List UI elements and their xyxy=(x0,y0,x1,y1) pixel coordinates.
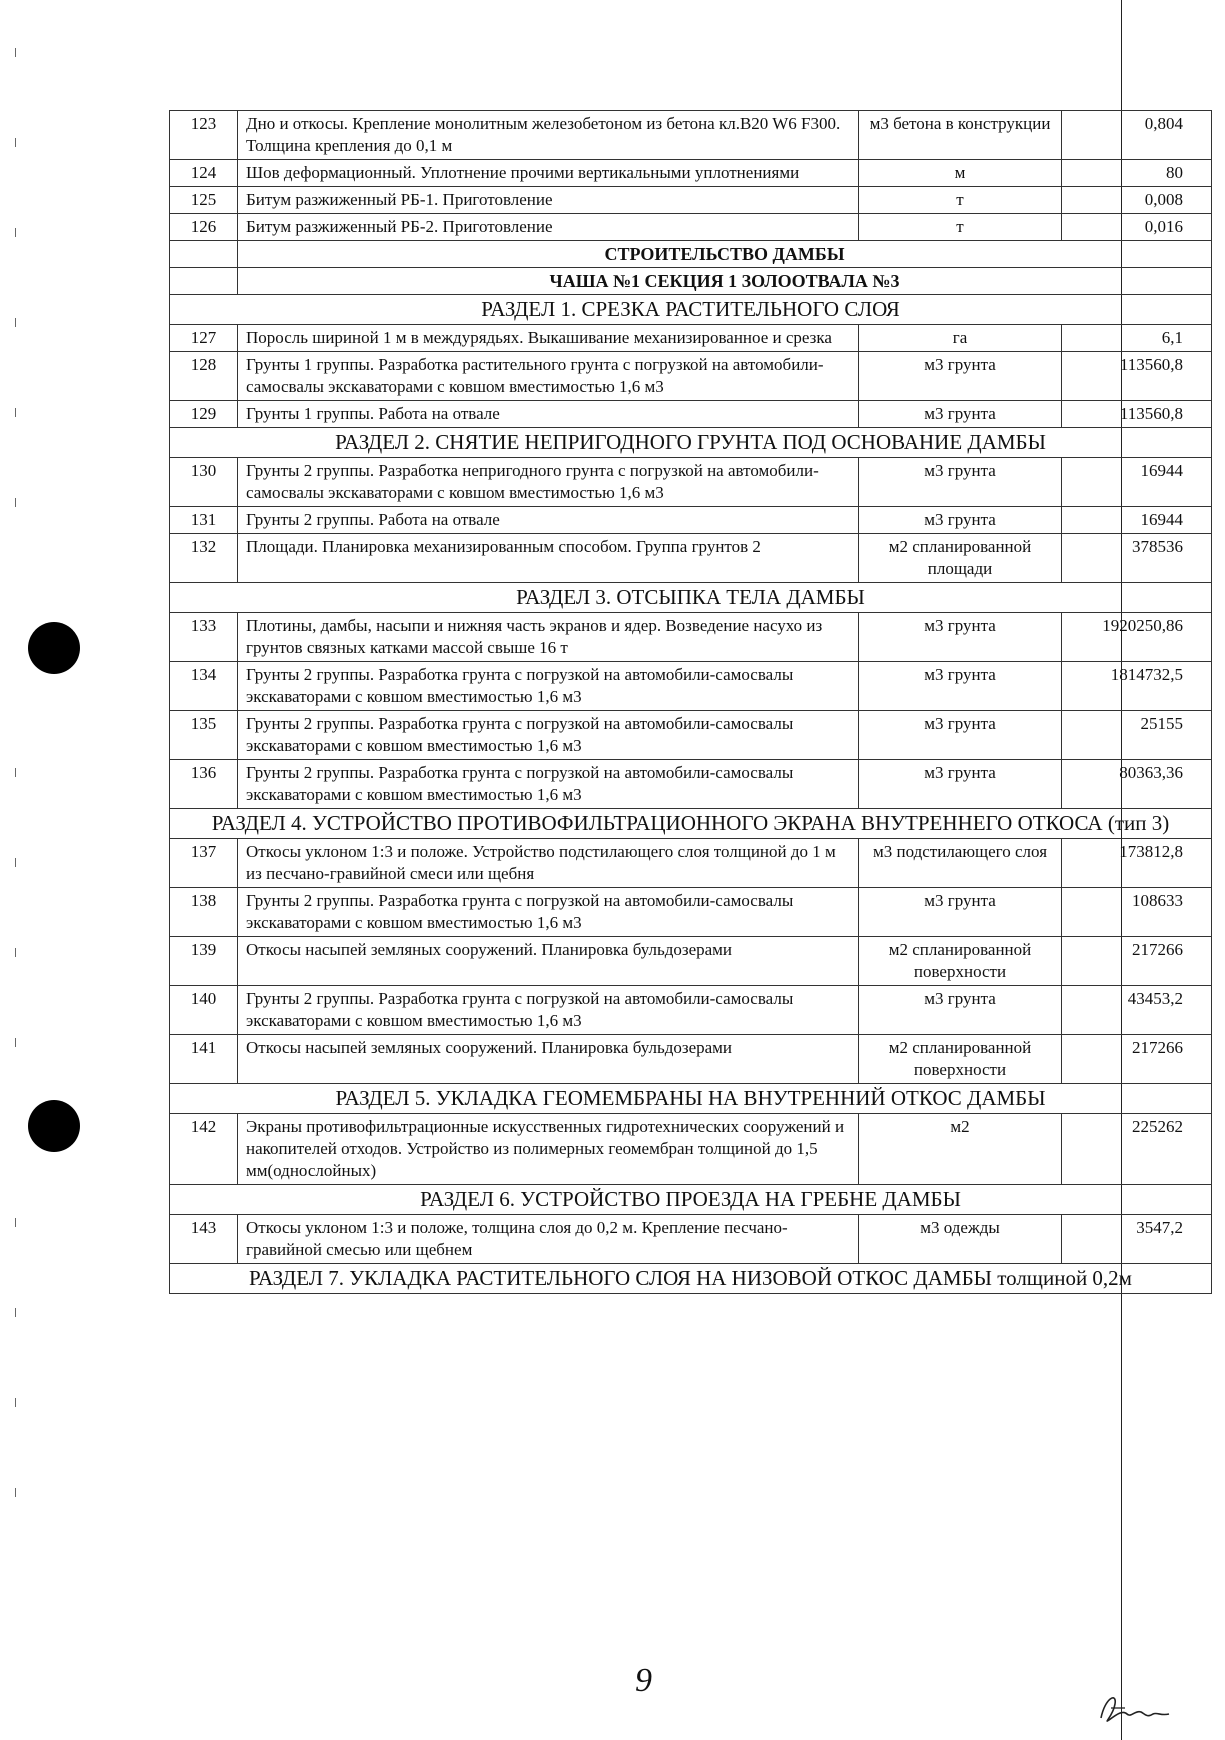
row-number: 126 xyxy=(170,214,238,241)
quantity: 0,008 xyxy=(1062,187,1212,214)
heading-dam-construction: СТРОИТЕЛЬСТВО ДАМБЫ xyxy=(238,241,1212,268)
measure-unit: м3 грунта xyxy=(859,458,1062,507)
section-1-title: РАЗДЕЛ 1. СРЕЗКА РАСТИТЕЛЬНОГО СЛОЯ xyxy=(170,295,1212,325)
measure-unit: м3 бетона в конструкции xyxy=(859,111,1062,160)
section-5-rows xyxy=(170,1114,1212,1185)
quantity: 217266 xyxy=(1062,937,1212,986)
section-header-row xyxy=(170,295,1212,325)
quantity: 378536 xyxy=(1062,534,1212,583)
table-row xyxy=(170,839,1212,888)
quantity: 1814732,5 xyxy=(1062,662,1212,711)
section-3-group xyxy=(170,583,1212,613)
quantity: 3547,2 xyxy=(1062,1215,1212,1264)
quantity: 113560,8 xyxy=(1062,352,1212,401)
row-number: 139 xyxy=(170,937,238,986)
work-description: Экраны противофильтрационные искусственных гидротехнических сооружений и накопителей отходов. Устройство из полимерных геомембран толщиной до 1,5 мм(однослойных) xyxy=(238,1114,859,1185)
measure-unit: м3 грунта xyxy=(859,760,1062,809)
section-header-row xyxy=(170,809,1212,839)
table-row xyxy=(170,760,1212,809)
row-number: 143 xyxy=(170,1215,238,1264)
row-number: 136 xyxy=(170,760,238,809)
quantity: 1920250,86 xyxy=(1062,613,1212,662)
section-header-row xyxy=(170,1185,1212,1215)
section-1-group xyxy=(170,295,1212,325)
work-description: Дно и откосы. Крепление монолитным железобетоном из бетона кл.B20 W6 F300. Толщина крепления до 0,1 м xyxy=(238,111,859,160)
quantity: 80 xyxy=(1062,160,1212,187)
work-description: Грунты 1 группы. Работа на отвале xyxy=(238,401,859,428)
punch-hole-mark-upper xyxy=(28,622,80,674)
work-description: Грунты 2 группы. Разработка грунта с погрузкой на автомобили-самосвалы экскаваторами с ковшом вместимостью 1,6 м3 xyxy=(238,986,859,1035)
table-row xyxy=(170,1035,1212,1084)
section-3-rows xyxy=(170,613,1212,809)
row-number: 132 xyxy=(170,534,238,583)
section-7-group xyxy=(170,1264,1212,1294)
work-description: Грунты 2 группы. Разработка грунта с погрузкой на автомобили-самосвалы экскаваторами с ковшом вместимостью 1,6 м3 xyxy=(238,760,859,809)
quantity: 43453,2 xyxy=(1062,986,1212,1035)
row-number: 141 xyxy=(170,1035,238,1084)
estimate-table xyxy=(169,110,1212,1294)
quantity: 0,804 xyxy=(1062,111,1212,160)
work-description: Откосы уклоном 1:3 и положе. Устройство подстилающего слоя толщиной до 1 м из песчано-гравийной смеси или щебня xyxy=(238,839,859,888)
section-header-row xyxy=(170,1084,1212,1114)
section-6-group xyxy=(170,1185,1212,1215)
measure-unit: т xyxy=(859,214,1062,241)
quantity: 25155 xyxy=(1062,711,1212,760)
row-number: 142 xyxy=(170,1114,238,1185)
table-row xyxy=(170,613,1212,662)
work-description: Битум разжиженный РБ-2. Приготовление xyxy=(238,214,859,241)
work-description: Грунты 2 группы. Работа на отвале xyxy=(238,507,859,534)
work-description: Грунты 2 группы. Разработка грунта с погрузкой на автомобили-самосвалы экскаваторами с ковшом вместимостью 1,6 м3 xyxy=(238,711,859,760)
handwritten-signature xyxy=(1095,1688,1175,1728)
section-4-group xyxy=(170,809,1212,839)
quantity: 113560,8 xyxy=(1062,401,1212,428)
table-row xyxy=(170,662,1212,711)
row-number: 127 xyxy=(170,325,238,352)
heading-row xyxy=(170,241,1212,268)
quantity: 108633 xyxy=(1062,888,1212,937)
work-description: Грунты 2 группы. Разработка грунта с погрузкой на автомобили-самосвалы экскаваторами с ковшом вместимостью 1,6 м3 xyxy=(238,662,859,711)
table-row xyxy=(170,214,1212,241)
section-2-group xyxy=(170,428,1212,458)
row-number: 131 xyxy=(170,507,238,534)
measure-unit: м3 грунта xyxy=(859,662,1062,711)
row-number: 130 xyxy=(170,458,238,507)
estimate-document xyxy=(169,110,1211,1294)
table-row xyxy=(170,711,1212,760)
row-number: 129 xyxy=(170,401,238,428)
row-number: 140 xyxy=(170,986,238,1035)
work-description: Шов деформационный. Уплотнение прочими вертикальными уплотнениями xyxy=(238,160,859,187)
section-header-row xyxy=(170,583,1212,613)
table-group-continued xyxy=(170,111,1212,241)
section-4-title: РАЗДЕЛ 4. УСТРОЙСТВО ПРОТИВОФИЛЬТРАЦИОННОГО ЭКРАНА ВНУТРЕННЕГО ОТКОСА (тип 3) xyxy=(170,809,1212,839)
table-row xyxy=(170,534,1212,583)
section-7-title: РАЗДЕЛ 7. УКЛАДКА РАСТИТЕЛЬНОГО СЛОЯ НА НИЗОВОЙ ОТКОС ДАМБЫ толщиной 0,2м xyxy=(170,1264,1212,1294)
section-5-group xyxy=(170,1084,1212,1114)
table-row xyxy=(170,352,1212,401)
quantity: 16944 xyxy=(1062,458,1212,507)
row-number: 138 xyxy=(170,888,238,937)
section-6-title: РАЗДЕЛ 6. УСТРОЙСТВО ПРОЕЗДА НА ГРЕБНЕ ДАМБЫ xyxy=(170,1185,1212,1215)
section-2-rows xyxy=(170,458,1212,583)
section-header-row xyxy=(170,1264,1212,1294)
measure-unit: м2 xyxy=(859,1114,1062,1185)
table-row xyxy=(170,401,1212,428)
row-number: 128 xyxy=(170,352,238,401)
table-row xyxy=(170,160,1212,187)
measure-unit: м xyxy=(859,160,1062,187)
quantity: 225262 xyxy=(1062,1114,1212,1185)
measure-unit: м3 грунта xyxy=(859,986,1062,1035)
heading-row xyxy=(170,268,1212,295)
work-description: Площади. Планировка механизированным способом. Группа грунтов 2 xyxy=(238,534,859,583)
measure-unit: м3 грунта xyxy=(859,888,1062,937)
table-row xyxy=(170,187,1212,214)
table-row xyxy=(170,937,1212,986)
measure-unit: м3 грунта xyxy=(859,401,1062,428)
work-description: Откосы насыпей земляных сооружений. Планировка бульдозерами xyxy=(238,1035,859,1084)
quantity: 173812,8 xyxy=(1062,839,1212,888)
section-5-title: РАЗДЕЛ 5. УКЛАДКА ГЕОМЕМБРАНЫ НА ВНУТРЕННИЙ ОТКОС ДАМБЫ xyxy=(170,1084,1212,1114)
measure-unit: м3 грунта xyxy=(859,613,1062,662)
section-4-rows xyxy=(170,839,1212,1084)
measure-unit: м2 спланированной площади xyxy=(859,534,1062,583)
work-description: Грунты 2 группы. Разработка грунта с погрузкой на автомобили-самосвалы экскаваторами с ковшом вместимостью 1,6 м3 xyxy=(238,888,859,937)
measure-unit: м3 грунта xyxy=(859,507,1062,534)
row-number: 124 xyxy=(170,160,238,187)
quantity: 16944 xyxy=(1062,507,1212,534)
work-description: Грунты 2 группы. Разработка непригодного грунта с погрузкой на автомобили-самосвалы экскаваторами с ковшом вместимостью 1,6 м3 xyxy=(238,458,859,507)
table-row xyxy=(170,1114,1212,1185)
measure-unit: м3 подстилающего слоя xyxy=(859,839,1062,888)
table-row xyxy=(170,325,1212,352)
table-row xyxy=(170,888,1212,937)
work-description: Откосы насыпей земляных сооружений. Планировка бульдозерами xyxy=(238,937,859,986)
table-row xyxy=(170,458,1212,507)
row-number: 134 xyxy=(170,662,238,711)
punch-hole-mark-lower xyxy=(28,1100,80,1152)
table-heading-group xyxy=(170,241,1212,295)
table-row xyxy=(170,986,1212,1035)
measure-unit: м3 грунта xyxy=(859,711,1062,760)
row-number: 125 xyxy=(170,187,238,214)
row-number: 135 xyxy=(170,711,238,760)
work-description: Битум разжиженный РБ-1. Приготовление xyxy=(238,187,859,214)
quantity: 6,1 xyxy=(1062,325,1212,352)
row-number: 123 xyxy=(170,111,238,160)
work-description: Грунты 1 группы. Разработка растительного грунта с погрузкой на автомобили-самосвалы экскаваторами с ковшом вместимостью 1,6 м3 xyxy=(238,352,859,401)
heading-bowl-section: ЧАША №1 СЕКЦИЯ 1 ЗОЛООТВАЛА №3 xyxy=(238,268,1212,295)
measure-unit: т xyxy=(859,187,1062,214)
table-row xyxy=(170,111,1212,160)
page-number: 9 xyxy=(635,1662,652,1699)
section-1-rows xyxy=(170,325,1212,428)
table-row xyxy=(170,1215,1212,1264)
table-row xyxy=(170,507,1212,534)
section-2-title: РАЗДЕЛ 2. СНЯТИЕ НЕПРИГОДНОГО ГРУНТА ПОД ОСНОВАНИЕ ДАМБЫ xyxy=(170,428,1212,458)
quantity: 80363,36 xyxy=(1062,760,1212,809)
row-number: 137 xyxy=(170,839,238,888)
section-header-row xyxy=(170,428,1212,458)
quantity: 0,016 xyxy=(1062,214,1212,241)
work-description: Откосы уклоном 1:3 и положе, толщина слоя до 0,2 м. Крепление песчано-гравийной смесью или щебнем xyxy=(238,1215,859,1264)
measure-unit: м2 спланированной поверхности xyxy=(859,937,1062,986)
work-description: Плотины, дамбы, насыпи и нижняя часть экранов и ядер. Возведение насухо из грунтов связных катками массой свыше 16 т xyxy=(238,613,859,662)
section-6-rows xyxy=(170,1215,1212,1264)
measure-unit: м3 грунта xyxy=(859,352,1062,401)
measure-unit: м3 одежды xyxy=(859,1215,1062,1264)
measure-unit: га xyxy=(859,325,1062,352)
section-3-title: РАЗДЕЛ 3. ОТСЫПКА ТЕЛА ДАМБЫ xyxy=(170,583,1212,613)
work-description: Поросль шириной 1 м в междурядьях. Выкашивание механизированное и срезка xyxy=(238,325,859,352)
quantity: 217266 xyxy=(1062,1035,1212,1084)
measure-unit: м2 спланированной поверхности xyxy=(859,1035,1062,1084)
row-number: 133 xyxy=(170,613,238,662)
